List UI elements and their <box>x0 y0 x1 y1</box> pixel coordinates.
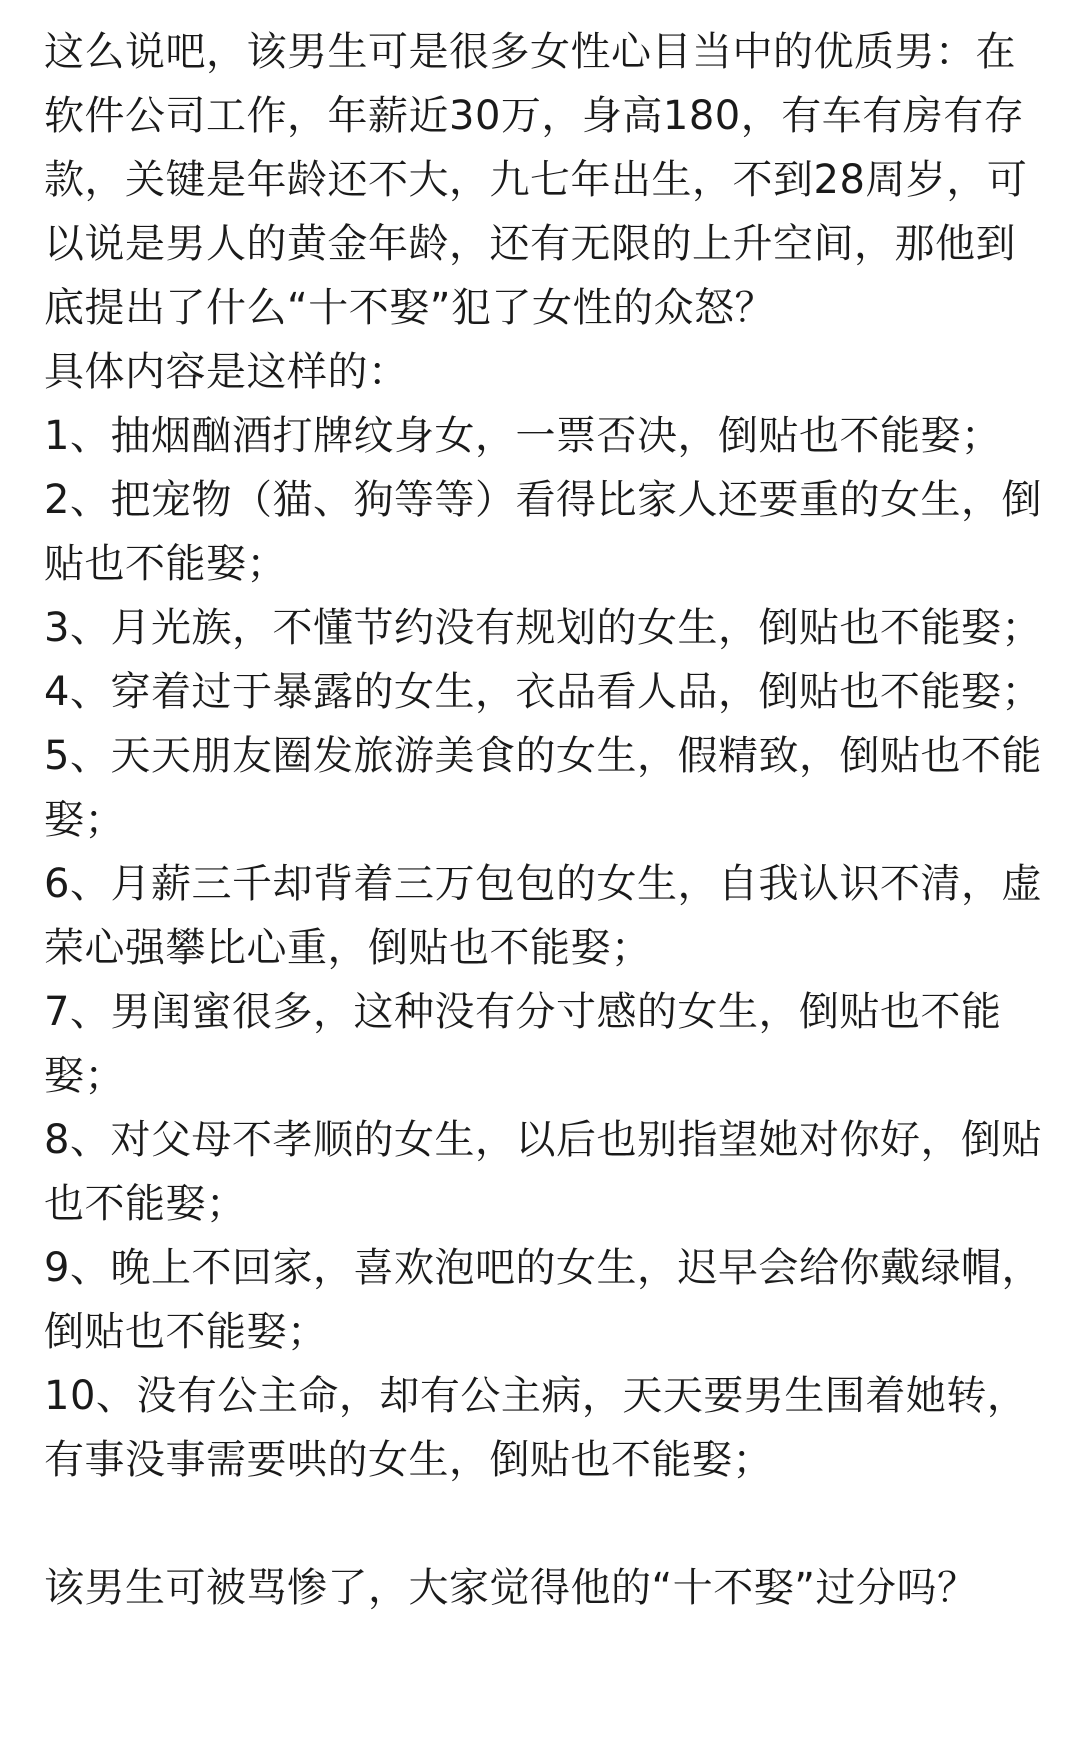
list-item: 10、没有公主命，却有公主病，天天要男生围着她转，有事没事需要哄的女生，倒贴也不能娶； <box>44 1373 1028 1483</box>
list-item: 6、月薪三千却背着三万包包的女生，自我认识不清，虚荣心强攀比心重，倒贴也不能娶； <box>44 861 1042 971</box>
list-item: 4、穿着过于暴露的女生，衣品看人品，倒贴也不能娶； <box>44 669 1042 715</box>
list-item: 7、男闺蜜很多，这种没有分寸感的女生，倒贴也不能娶； <box>44 989 1002 1099</box>
list-item: 5、天天朋友圈发旅游美食的女生，假精致，倒贴也不能娶； <box>44 733 1042 843</box>
closing-paragraph: 该男生可被骂惨了，大家觉得他的“十不娶”过分吗？ <box>44 1565 978 1611</box>
article-body <box>44 20 1044 1620</box>
list-item: 9、晚上不回家，喜欢泡吧的女生，迟早会给你戴绿帽，倒贴也不能娶； <box>44 1245 1042 1355</box>
lead-paragraph: 具体内容是这样的： <box>44 349 409 395</box>
list-item: 3、月光族，不懂节约没有规划的女生，倒贴也不能娶； <box>44 605 1042 651</box>
list-item: 8、对父母不孝顺的女生，以后也别指望她对你好，倒贴也不能娶； <box>44 1117 1042 1227</box>
list-item: 2、把宠物（猫、狗等等）看得比家人还要重的女生，倒贴也不能娶； <box>44 477 1042 587</box>
intro-paragraph: 这么说吧，该男生可是很多女性心目当中的优质男：在软件公司工作，年薪近30万，身高180，有车有房有存款，关键是年龄还不大，九七年出生，不到28周岁，可以说是男人的黄金年龄，还有无限的上升空间，那他到底提出了什么“十不娶”犯了女性的众怒？ <box>44 29 1028 331</box>
ten-rules-list <box>44 404 1044 1492</box>
list-item: 1、抽烟酗酒打牌纹身女，一票否决，倒贴也不能娶； <box>44 413 1002 459</box>
paragraph-spacer <box>44 1492 1044 1556</box>
